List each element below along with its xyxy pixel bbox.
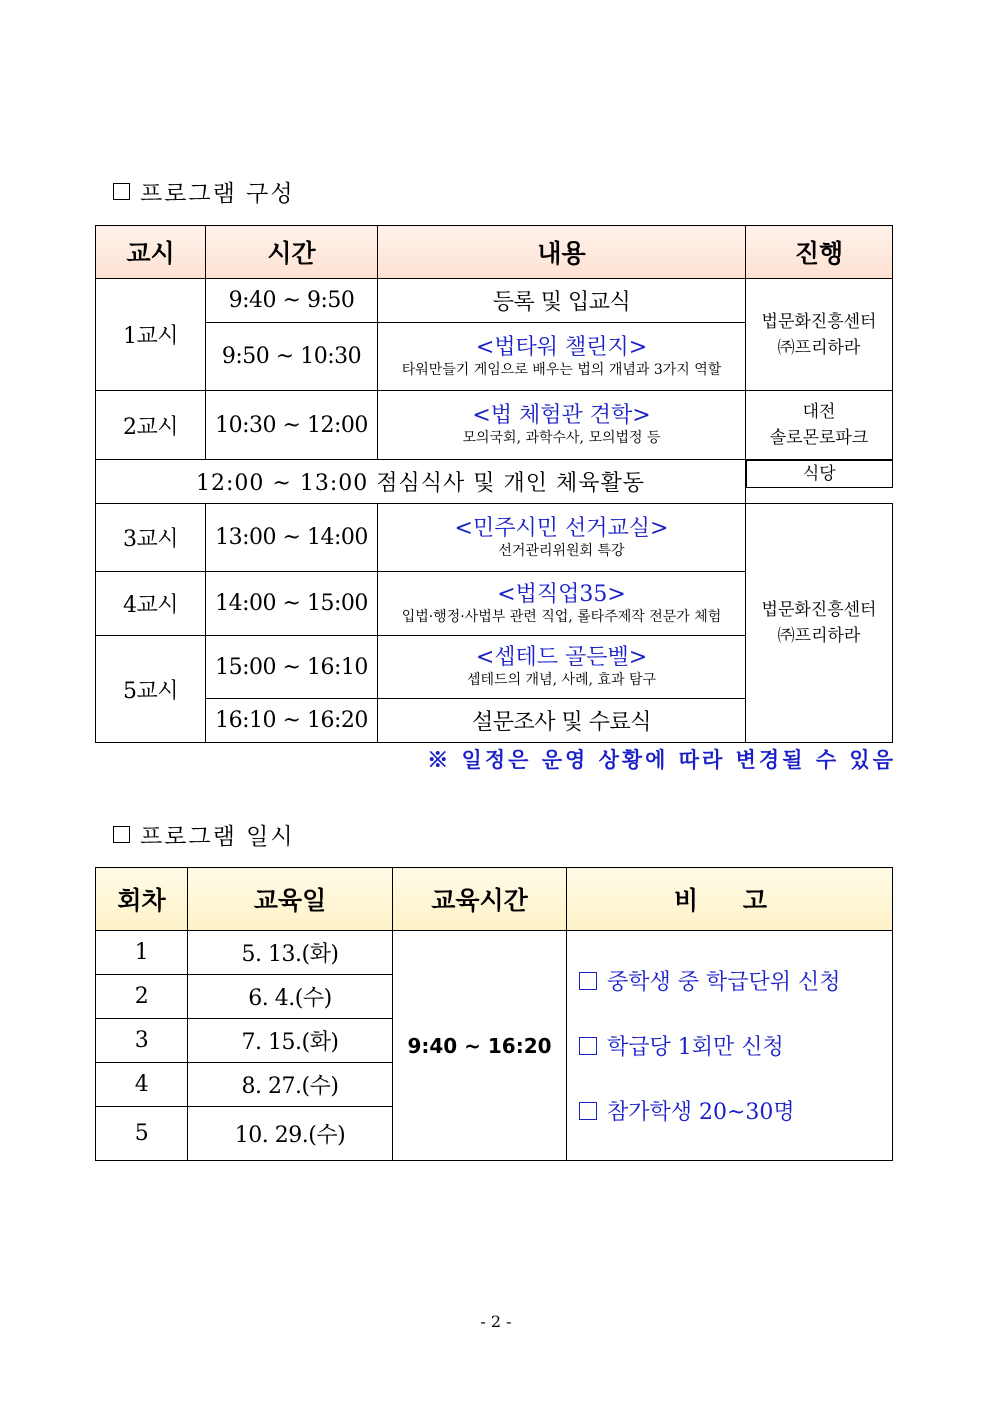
program-description: 셉테드의 개념, 사례, 효과 탐구 [467,672,656,688]
note-text: 학급당 1회만 신청 [607,1035,784,1060]
page-number: - 2 - [480,1312,512,1331]
table-row [96,279,893,323]
time-cell: 16:10 ~ 16:20 [206,699,378,743]
program-title: <법 체험관 견학> [472,403,651,428]
time-cell: 10:30 ~ 12:00 [206,391,378,460]
table-row [96,504,893,572]
checkbox-square-icon [579,972,597,990]
content-cell: 등록 및 입교식 [378,279,746,323]
program-description: 입법·행정·사법부 관련 직업, 롤타주제작 전문가 체험 [401,608,722,625]
period-label: 1교시 [96,279,206,391]
section-title-program-dates [113,818,295,851]
period-label: 5교시 [96,636,206,743]
lunch-place: 식당 [746,460,893,488]
staff-line: ㈜프리하라 [777,337,861,358]
session-date: 10. 29.(수) [188,1107,393,1161]
content-cell [378,572,746,636]
session-number: 3 [96,1019,188,1063]
time-cell: 9:50 ~ 10:30 [206,323,378,391]
header-content: 내용 [378,226,746,279]
session-date: 8. 27.(수) [188,1063,393,1107]
program-description: 모의국회, 과학수사, 모의법정 등 [462,430,661,446]
period-label: 2교시 [96,391,206,460]
program-title: <민주시민 선거교실> [454,515,669,541]
lunch-row [96,460,893,504]
table-row [96,931,893,975]
program-title: <법직업35> [497,581,626,607]
header-time: 시간 [206,226,378,279]
header-date: 교육일 [188,868,393,931]
content-cell: 설문조사 및 수료식 [378,699,746,743]
content-cell [378,636,746,699]
remarks-cell [567,931,893,1161]
content-cell [378,323,746,391]
section-title-text: 프로그램 구성 [140,181,295,207]
session-number: 4 [96,1063,188,1107]
time-cell: 13:00 ~ 14:00 [206,504,378,572]
dates-table [95,867,893,1161]
staff-line: 법문화진흥센터 [761,600,877,620]
session-number: 5 [96,1107,188,1161]
session-date: 5. 13.(화) [188,931,393,975]
staff-line: 대전 [802,402,836,422]
time-cell: 15:00 ~ 16:10 [206,636,378,699]
checkbox-square-icon [113,826,130,843]
header-staff: 진행 [746,226,893,279]
note-item [579,1013,892,1078]
header-period: 교시 [96,226,206,279]
session-number: 2 [96,975,188,1019]
schedule-notice: ※ 일정은 운영 상황에 따라 변경될 수 있음 [427,747,896,772]
checkbox-square-icon [579,1037,597,1055]
note-item [579,1078,892,1143]
staff-cell [746,279,893,391]
staff-line: ㈜프리하라 [777,626,861,646]
time-cell: 14:00 ~ 15:00 [206,572,378,636]
session-date: 6. 4.(수) [188,975,393,1019]
section-title-text: 프로그램 일시 [140,824,295,850]
staff-cell [746,504,893,743]
period-label: 3교시 [96,504,206,572]
checkbox-square-icon [113,183,130,200]
staff-line: 법문화진흥센터 [761,311,877,332]
section-title-program-structure [113,175,295,208]
program-title: <셉테드 골든벨> [475,645,648,670]
note-text: 참가학생 20~30명 [607,1100,795,1125]
program-description: 선거관리위원회 특강 [498,542,625,559]
program-description: 타워만들기 게임으로 배우는 법의 개념과 3가지 역할 [401,361,722,378]
session-date: 7. 15.(화) [188,1019,393,1063]
note-item [579,948,892,1013]
table-row [96,391,893,460]
schedule-table [95,225,893,743]
header-remarks: 비 고 [567,868,893,931]
session-number: 1 [96,931,188,975]
staff-line: 솔로몬로파크 [769,428,869,448]
lunch-cell: 12:00 ~ 13:00 점심식사 및 개인 체육활동 [96,460,746,504]
period-label: 4교시 [96,572,206,636]
program-title: <법타워 챌린지> [475,334,648,360]
content-cell [378,391,746,460]
time-cell: 9:40 ~ 9:50 [206,279,378,323]
content-cell [378,504,746,572]
session-time: 9:40 ~ 16:20 [393,931,567,1161]
header-edu-time: 교육시간 [393,868,567,931]
checkbox-square-icon [579,1102,597,1120]
note-text: 중학생 중 학급단위 신청 [607,970,841,995]
table-header-row [96,868,893,931]
staff-cell [746,391,893,460]
table-header-row [96,226,893,279]
header-session: 회차 [96,868,188,931]
